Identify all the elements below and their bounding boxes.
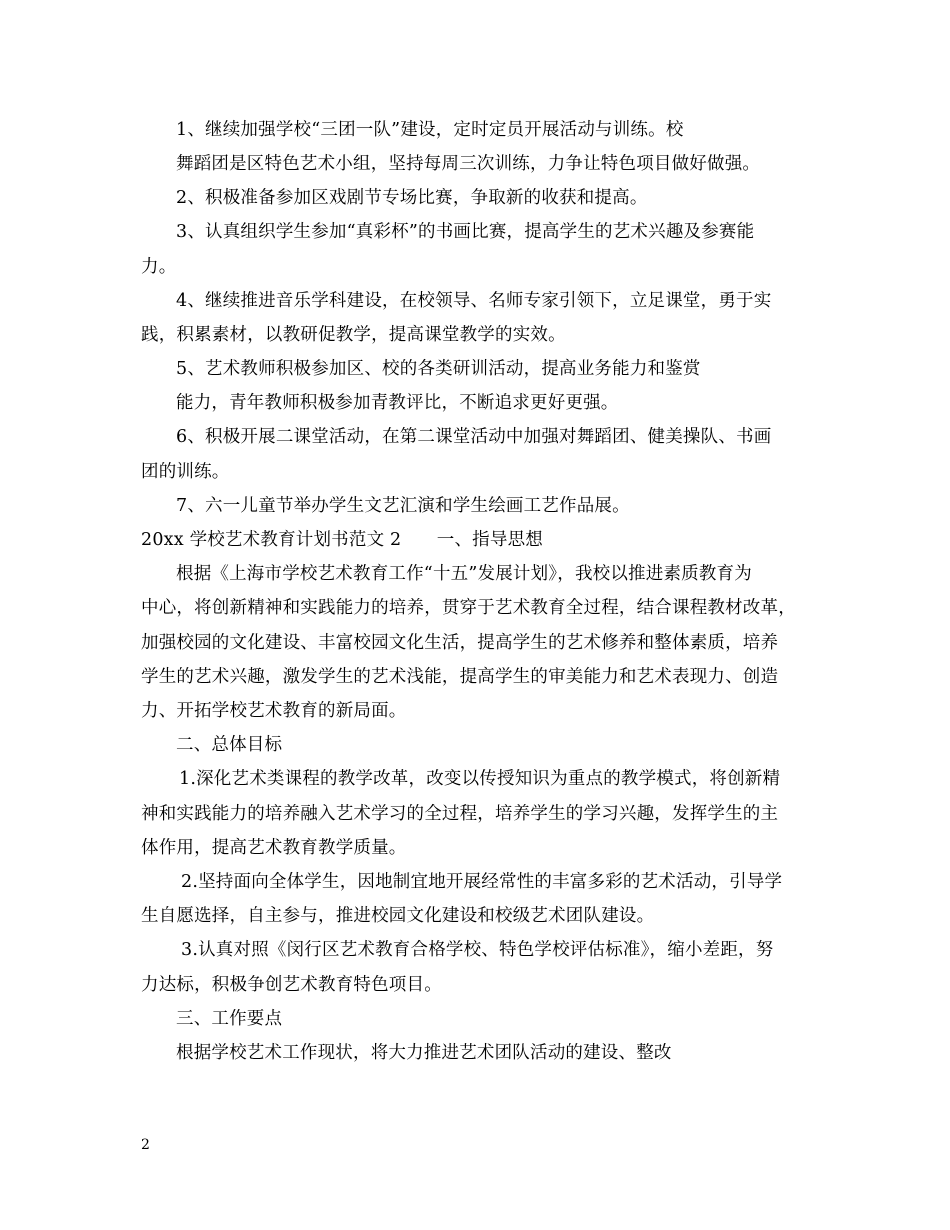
text-line: 2、积极准备参加区戏剧节专场比赛，争取新的收获和提高。 [176, 188, 648, 208]
text-line: 3、认真组织学生参加“真彩杯”的书画比赛，提高学生的艺术兴趣及参赛能 [176, 222, 755, 242]
text-line: 5、艺术教师积极参加区、校的各类研训活动，提高业务能力和鉴赏 [176, 359, 701, 379]
text-line: 生自愿选择，自主参与，推进校园文化建设和校级艺术团队建设。 [141, 906, 655, 926]
page-number: 2 [141, 1137, 150, 1153]
text-line: 4、继续推进音乐学科建设，在校领导、名师专家引领下，立足课堂，勇于实 [176, 291, 772, 311]
text-line: 力达标，积极争创艺术教育特色项目。 [141, 975, 442, 995]
text-line: 力、开拓学校艺术教育的新局面。 [141, 701, 407, 721]
text-line: 1、继续加强学校“三团一队”建设，定时定员开展活动与训练。校 [176, 120, 684, 140]
text-line: 2.坚持面向全体学生，因地制宜地开展经常性的丰富多彩的艺术活动，引导学 [181, 872, 783, 892]
section-heading: 三、工作要点 [176, 1009, 283, 1029]
text-line: 践，积累素材，以教研促教学，提高课堂教学的实效。 [141, 325, 566, 345]
text-line: 学生的艺术兴趣，激发学生的艺术浅能，提高学生的审美能力和艺术表现力、创造 [141, 667, 779, 687]
text-line: 加强校园的文化建设、丰富校园文化生活，提高学生的艺术修养和整体素质，培养 [141, 633, 779, 653]
text-line: 舞蹈团是区特色艺术小组，坚持每周三次训练，力争让特色项目做好做强。 [176, 154, 761, 174]
section-heading: 二、总体目标 [176, 735, 283, 755]
text-line: 能力，青年教师积极参加青教评比，不断追求更好更强。 [176, 393, 619, 413]
text-line: 神和实践能力的培养融入艺术学习的全过程，培养学生的学习兴趣，发挥学生的主 [141, 804, 779, 824]
text-line: 力。 [141, 257, 177, 277]
text-line: 中心，将创新精神和实践能力的培养，贯穿于艺术教育全过程，结合课程教材改革， [141, 598, 796, 618]
text-line: 1.深化艺术类课程的教学改革，改变以传授知识为重点的教学模式，将创新精 [179, 769, 781, 789]
text-line: 根据学校艺术工作现状，将大力推进艺术团队活动的建设、整改 [176, 1043, 672, 1063]
section-heading: 20xx 学校艺术教育计划书范文 2 一、指导思想 [141, 530, 543, 550]
text-line: 6、积极开展二课堂活动，在第二课堂活动中加强对舞蹈团、健美操队、书画 [176, 427, 772, 447]
text-line: 3.认真对照《闵行区艺术教育合格学校、特色学校评估标准》，缩小差距，努 [181, 940, 774, 960]
text-line: 7、六一儿童节举办学生文艺汇演和学生绘画工艺作品展。 [176, 496, 630, 516]
text-line: 根据《上海市学校艺术教育工作“十五”发展计划》，我校以推进素质教育为 [176, 564, 752, 584]
text-line: 体作用，提高艺术教育教学质量。 [141, 838, 407, 858]
text-line: 团的训练。 [141, 462, 230, 482]
